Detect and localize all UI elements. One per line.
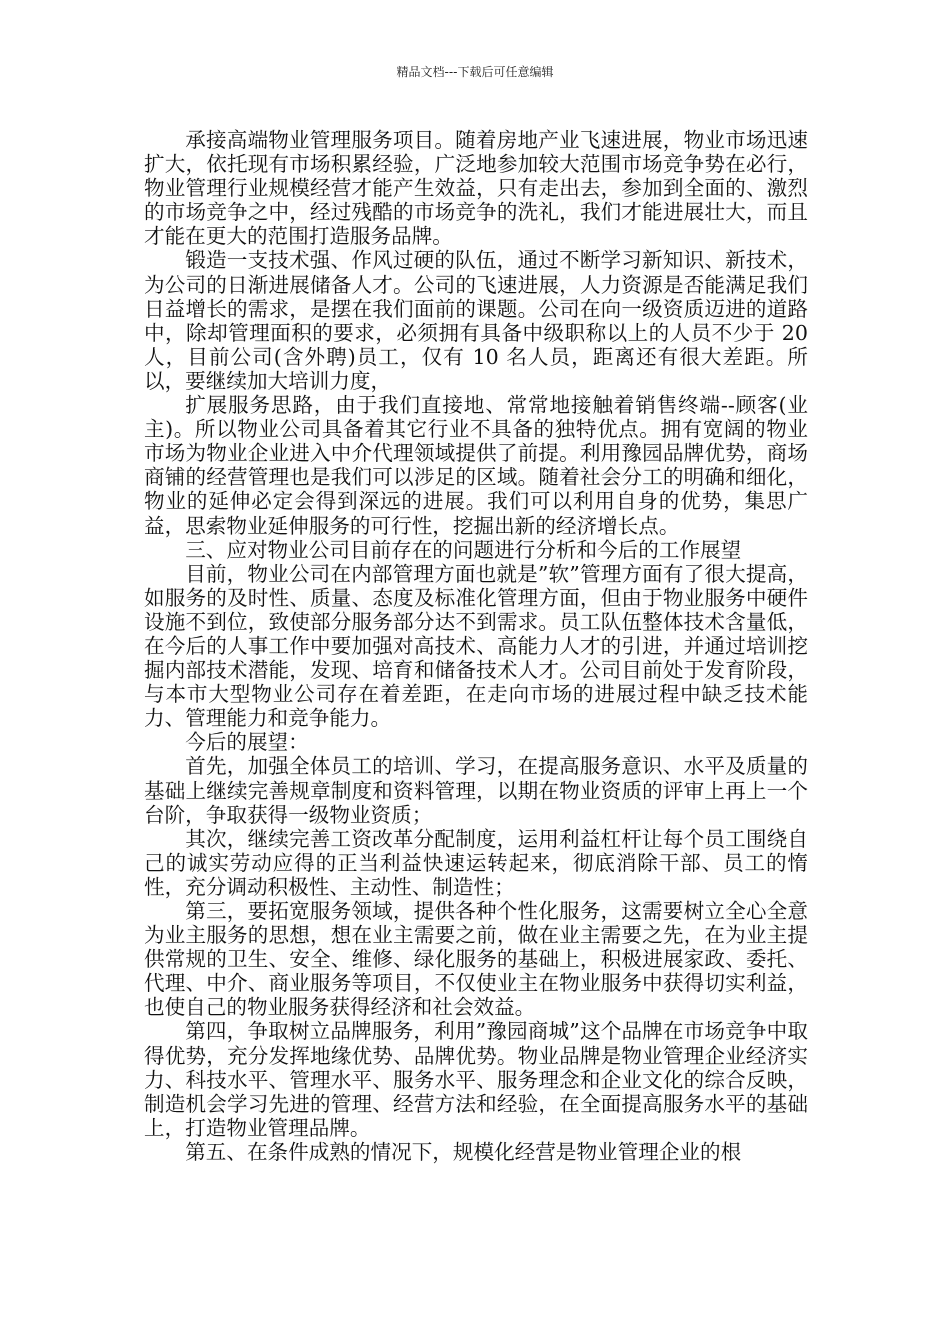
paragraph-outlook-title: 今后的展望： — [185, 730, 309, 755]
section-heading-3: 三、应对物业公司目前存在的问题进行分析和今后的工作展望 — [185, 537, 742, 562]
paragraph-third: 第三，要拓宽服务领域，提供各种个性化服务，这需要树立全心全意为业主服务的思想，想在业主需要之前，做在业主需要之先，在为业主提供常规的卫生、安全、维修、绿化服务的基础上，积极进展家政、委托、代理、中介、商业服务等项目，不仅使业主在物业服务中获得切实利益，也使自己的物业服务获得经济和社会效益。 — [144, 899, 808, 1020]
paragraph-current-status: 目前，物业公司在内部管理方面也就是”软”管理方面有了很大提高，如服务的及时性、质量、态度及标准化管理方面，但由于物业服务中硬件设施不到位，致使部分服务部分达不到需求。员工队伍整体技术含量低，在今后的人事工作中要加强对高技术、高能力人才的引进，并通过培训挖掘内部技术潜能，发现、培育和储备技术人才。公司目前处于发育阶段，与本市大型物业公司存在着差距，在走向市场的进展过程中缺乏技术能力、管理能力和竞争能力。 — [144, 561, 808, 731]
paragraph-first: 首先，加强全体员工的培训、学习，在提高服务意识、水平及质量的基础上继续完善规章制度和资料管理，以期在物业资质的评审上再上一个台阶，争取获得一级物业资质； — [144, 754, 808, 827]
page-header: 精品文档---下载后可任意编辑 — [396, 65, 554, 79]
paragraph-second: 其次，继续完善工资改革分配制度，运用利益杠杆让每个员工围绕自己的诚实劳动应得的正当利益快速运转起来，彻底消除干部、员工的惰性，充分调动积极性、主动性、制造性； — [144, 826, 808, 899]
paragraph-fourth: 第四，争取树立品牌服务，利用”豫园商城”这个品牌在市场竞争中取得优势，充分发挥地缘优势、品牌优势。物业品牌是物业管理企业经济实力、科技水平、管理水平、服务水平、服务理念和企业文化的综合反映，制造机会学习先进的管理、经营方法和经验，在全面提高服务水平的基础上，打造物业管理品牌。 — [144, 1019, 808, 1140]
paragraph-fifth: 第五、在条件成熟的情况下，规模化经营是物业管理企业的根 — [185, 1139, 742, 1164]
paragraph-team-building: 锻造一支技术强、作风过硬的队伍，通过不断学习新知识、新技术，为公司的日渐进展储备人才。公司的飞速进展，人力资源是否能满足我们日益增长的需求，是摆在我们面前的课题。公司在向一级资质迈进的道路中，除却管理面积的要求，必须拥有具备中级职称以上的人员不少于 20 人，目前公司(含外聘)员工，仅有 10 名人员，距离还有很大差距。所以，要继续加大培训力度， — [144, 248, 808, 393]
paragraph-service-ideas: 扩展服务思路，由于我们直接地、常常地接触着销售终端--顾客(业主)。所以物业公司具备着其它行业不具备的独特优点。拥有宽阔的物业市场为物业企业进入中介代理领域提供了前提。利用豫园品牌优势，商场商铺的经营管理也是我们可以涉足的区域。随着社会分工的明确和细化，物业的延伸必定会得到深远的进展。我们可以利用自身的优势，集思广益，思索物业延伸服务的可行性，挖掘出新的经济增长点。 — [144, 393, 808, 538]
document-body — [144, 128, 808, 1164]
paragraph-bid-high-end: 承接高端物业管理服务项目。随着房地产业飞速进展，物业市场迅速扩大，依托现有市场积累经验，广泛地参加较大范围市场竞争势在必行，物业管理行业规模经营才能产生效益，只有走出去，参加到全面的、激烈的市场竞争之中，经过残酷的市场竞争的洗礼，我们才能进展壮大，而且才能在更大的范围打造服务品牌。 — [144, 128, 808, 249]
